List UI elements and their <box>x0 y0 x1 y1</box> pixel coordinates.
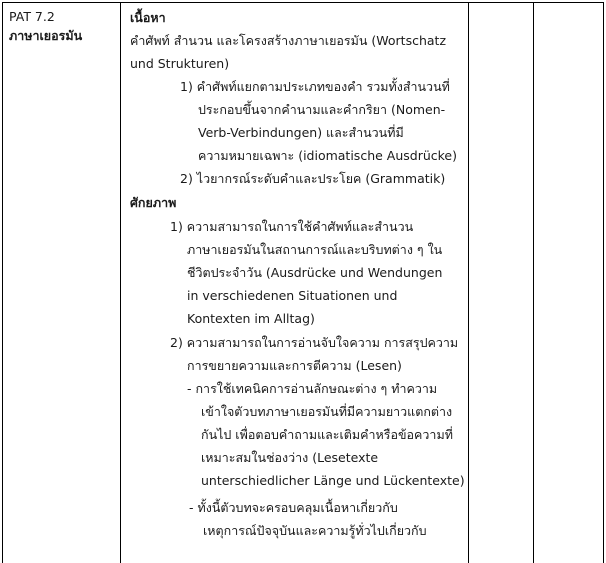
content-line: คำศัพท์ สำนวน และโครงสร้างภาษาเยอรมัน (Wortschatz <box>130 33 447 48</box>
ability-line: unterschiedlicher Länge und Lückentexte) <box>201 473 465 488</box>
content-line: 1) คำศัพท์แยกตามประเภทของคำ รวมทั้งสำนวนที่ <box>180 79 450 94</box>
ability-line: - ทั้งนี้ตัวบทจะครอบคลุมเนื้อหาเกี่ยวกับ <box>189 500 398 515</box>
column-divider <box>533 3 534 563</box>
ability-line: การขยายความและการตีความ (Lesen) <box>187 358 402 373</box>
ability-line: 1) ความสามารถในการใช้คำศัพท์และสำนวน <box>170 219 414 234</box>
content-line: und Strukturen) <box>130 56 230 71</box>
ability-line: เหมาะสมในช่องว่าง (Lesetexte <box>201 450 379 465</box>
content-line: 2) ไวยากรณ์ระดับคำและประโยค (Grammatik) <box>180 171 446 186</box>
ability-line: เหตุการณ์ปัจจุบันและความรู้ทั่วไปเกี่ยวกับ <box>203 523 427 538</box>
subject-name: ภาษาเยอรมัน <box>9 28 83 43</box>
subject-code: PAT 7.2 <box>9 9 55 24</box>
column-divider <box>120 3 121 563</box>
content-line: Verb-Verbindungen) และสำนวนที่มี <box>198 125 404 140</box>
ability-line: ชีวิตประจำวัน (Ausdrücke und Wendungen <box>187 265 443 280</box>
curriculum-table <box>2 2 604 563</box>
ability-heading: ศักยภาพ <box>130 195 177 210</box>
ability-line: 2) ความสามารถในการอ่านจับใจความ การสรุปความ <box>170 335 459 350</box>
ability-line: Kontexten im Alltag) <box>187 311 315 326</box>
content-line: ความหมายเฉพาะ (idiomatische Ausdrücke) <box>198 148 457 163</box>
content-heading: เนื้อหา <box>130 10 166 25</box>
ability-line: เข้าใจตัวบทภาษาเยอรมันที่มีความยาวแตกต่าง <box>201 404 453 419</box>
column-divider <box>468 3 469 563</box>
ability-line: ภาษาเยอรมันในสถานการณ์และบริบทต่าง ๆ ใน <box>187 242 443 257</box>
subject-cell <box>9 7 119 45</box>
content-line: ประกอบขึ้นจากคำนามและคำกริยา (Nomen- <box>198 102 446 117</box>
ability-line: in verschiedenen Situationen und <box>187 288 398 303</box>
ability-line: กันไป เพื่อตอบคำถามและเติมคำหรือข้อความที่ <box>201 427 453 442</box>
ability-line: - การใช้เทคนิคการอ่านลักษณะต่าง ๆ ทำความ <box>187 381 438 396</box>
